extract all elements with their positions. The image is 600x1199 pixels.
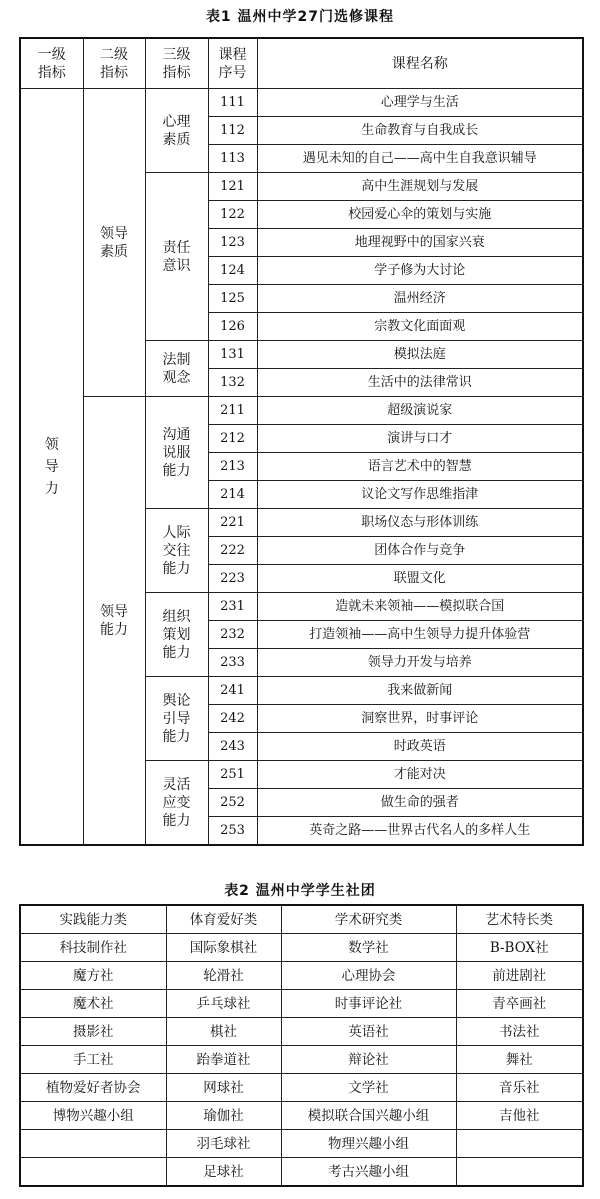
course-name: 时政英语 (257, 733, 583, 761)
table2-header-cell: 实践能力类 (20, 905, 166, 934)
club-cell: 博物兴趣小组 (20, 1102, 166, 1130)
course-name: 我来做新闻 (257, 677, 583, 705)
club-cell: 舞社 (456, 1046, 583, 1074)
club-cell: 英语社 (281, 1018, 456, 1046)
course-id: 243 (208, 733, 257, 761)
club-cell: 数学社 (281, 934, 456, 962)
club-cell: 考古兴趣小组 (281, 1158, 456, 1187)
club-cell: 科技制作社 (20, 934, 166, 962)
level1-indicator: 领 导 力 (20, 89, 83, 846)
level3-indicator: 法制 观念 (145, 341, 208, 397)
level3-indicator: 舆论 引导 能力 (145, 677, 208, 761)
club-cell: 网球社 (166, 1074, 281, 1102)
club-cell: 跆拳道社 (166, 1046, 281, 1074)
club-cell: 瑜伽社 (166, 1102, 281, 1130)
club-cell: 足球社 (166, 1158, 281, 1187)
table2-header-cell: 学术研究类 (281, 905, 456, 934)
club-cell: 书法社 (456, 1018, 583, 1046)
course-id: 132 (208, 369, 257, 397)
course-id: 125 (208, 285, 257, 313)
table-row (20, 962, 583, 990)
table2-caption: 表2 温州中学学生社团 (224, 883, 376, 899)
course-name: 生命教育与自我成长 (257, 117, 583, 145)
course-id: 221 (208, 509, 257, 537)
table2-header-cell: 艺术特长类 (456, 905, 583, 934)
club-cell: 前进剧社 (456, 962, 583, 990)
level3-indicator: 责任 意识 (145, 173, 208, 341)
course-id: 111 (208, 89, 257, 117)
course-id: 131 (208, 341, 257, 369)
table1-header-cell: 一级 指标 (20, 38, 83, 89)
course-name: 演讲与口才 (257, 425, 583, 453)
club-cell (456, 1130, 583, 1158)
table1-caption: 表1 温州中学27门选修课程 (205, 9, 395, 25)
table-row (20, 397, 583, 425)
club-cell (20, 1130, 166, 1158)
course-id: 124 (208, 257, 257, 285)
course-id: 242 (208, 705, 257, 733)
table-row (20, 1130, 583, 1158)
table1-header-cell: 三级 指标 (145, 38, 208, 89)
course-id: 126 (208, 313, 257, 341)
level3-indicator: 沟通 说服 能力 (145, 397, 208, 509)
course-id: 253 (208, 817, 257, 846)
level3-indicator: 组织 策划 能力 (145, 593, 208, 677)
course-id: 252 (208, 789, 257, 817)
course-name: 宗教文化面面观 (257, 313, 583, 341)
club-cell: 物理兴趣小组 (281, 1130, 456, 1158)
course-name: 团体合作与竞争 (257, 537, 583, 565)
club-cell: 辩论社 (281, 1046, 456, 1074)
club-cell: 羽毛球社 (166, 1130, 281, 1158)
course-id: 123 (208, 229, 257, 257)
course-name: 温州经济 (257, 285, 583, 313)
student-clubs-table (19, 904, 584, 1187)
course-name: 高中生涯规划与发展 (257, 173, 583, 201)
course-name: 英奇之路——世界古代名人的多样人生 (257, 817, 583, 846)
course-name: 生活中的法律常识 (257, 369, 583, 397)
course-name: 领导力开发与培养 (257, 649, 583, 677)
table-row (20, 1074, 583, 1102)
club-cell: 时事评论社 (281, 990, 456, 1018)
course-name: 洞察世界，时事评论 (257, 705, 583, 733)
club-cell: 乒乓球社 (166, 990, 281, 1018)
course-id: 112 (208, 117, 257, 145)
club-cell: 模拟联合国兴趣小组 (281, 1102, 456, 1130)
course-name: 做生命的强者 (257, 789, 583, 817)
club-cell: 魔术社 (20, 990, 166, 1018)
course-name: 联盟文化 (257, 565, 583, 593)
table-row (20, 934, 583, 962)
club-cell: 摄影社 (20, 1018, 166, 1046)
club-cell (20, 1158, 166, 1187)
course-id: 241 (208, 677, 257, 705)
course-name: 遇见未知的自己——高中生自我意识辅导 (257, 145, 583, 173)
club-cell: 手工社 (20, 1046, 166, 1074)
elective-courses-table (19, 37, 584, 846)
club-cell: 轮滑社 (166, 962, 281, 990)
course-name: 学子修为大讨论 (257, 257, 583, 285)
club-cell: B-BOX社 (456, 934, 583, 962)
table-row (20, 89, 583, 117)
table1-header-cell: 二级 指标 (83, 38, 145, 89)
club-cell: 魔方社 (20, 962, 166, 990)
table-row (20, 1102, 583, 1130)
course-name: 造就未来领袖——模拟联合国 (257, 593, 583, 621)
course-id: 113 (208, 145, 257, 173)
table-row (20, 1046, 583, 1074)
course-name: 超级演说家 (257, 397, 583, 425)
course-id: 212 (208, 425, 257, 453)
level2-indicator: 领导 能力 (83, 397, 145, 846)
club-cell: 音乐社 (456, 1074, 583, 1102)
club-cell: 吉他社 (456, 1102, 583, 1130)
club-cell: 文学社 (281, 1074, 456, 1102)
table-row (20, 1158, 583, 1187)
course-id: 211 (208, 397, 257, 425)
course-id: 223 (208, 565, 257, 593)
level3-indicator: 灵活 应变 能力 (145, 761, 208, 846)
course-name: 语言艺术中的智慧 (257, 453, 583, 481)
course-name: 校园爱心伞的策划与实施 (257, 201, 583, 229)
course-name: 议论文写作思维指津 (257, 481, 583, 509)
club-cell (456, 1158, 583, 1187)
course-name: 职场仪态与形体训练 (257, 509, 583, 537)
level3-indicator: 人际 交往 能力 (145, 509, 208, 593)
table1-header-cell: 课程 序号 (208, 38, 257, 89)
club-cell: 国际象棋社 (166, 934, 281, 962)
course-id: 222 (208, 537, 257, 565)
course-id: 231 (208, 593, 257, 621)
course-id: 233 (208, 649, 257, 677)
table1-header-cell: 课程名称 (257, 38, 583, 89)
table2-header-cell: 体育爱好类 (166, 905, 281, 934)
course-id: 122 (208, 201, 257, 229)
course-id: 251 (208, 761, 257, 789)
course-name: 才能对决 (257, 761, 583, 789)
level2-indicator: 领导 素质 (83, 89, 145, 397)
table-row (20, 1018, 583, 1046)
course-name: 心理学与生活 (257, 89, 583, 117)
course-name: 打造领袖——高中生领导力提升体验营 (257, 621, 583, 649)
club-cell: 青卒画社 (456, 990, 583, 1018)
club-cell: 植物爱好者协会 (20, 1074, 166, 1102)
course-id: 213 (208, 453, 257, 481)
course-id: 121 (208, 173, 257, 201)
club-cell: 棋社 (166, 1018, 281, 1046)
course-name: 地理视野中的国家兴衰 (257, 229, 583, 257)
course-id: 214 (208, 481, 257, 509)
table-row (20, 990, 583, 1018)
level3-indicator: 心理 素质 (145, 89, 208, 173)
course-name: 模拟法庭 (257, 341, 583, 369)
course-id: 232 (208, 621, 257, 649)
club-cell: 心理协会 (281, 962, 456, 990)
